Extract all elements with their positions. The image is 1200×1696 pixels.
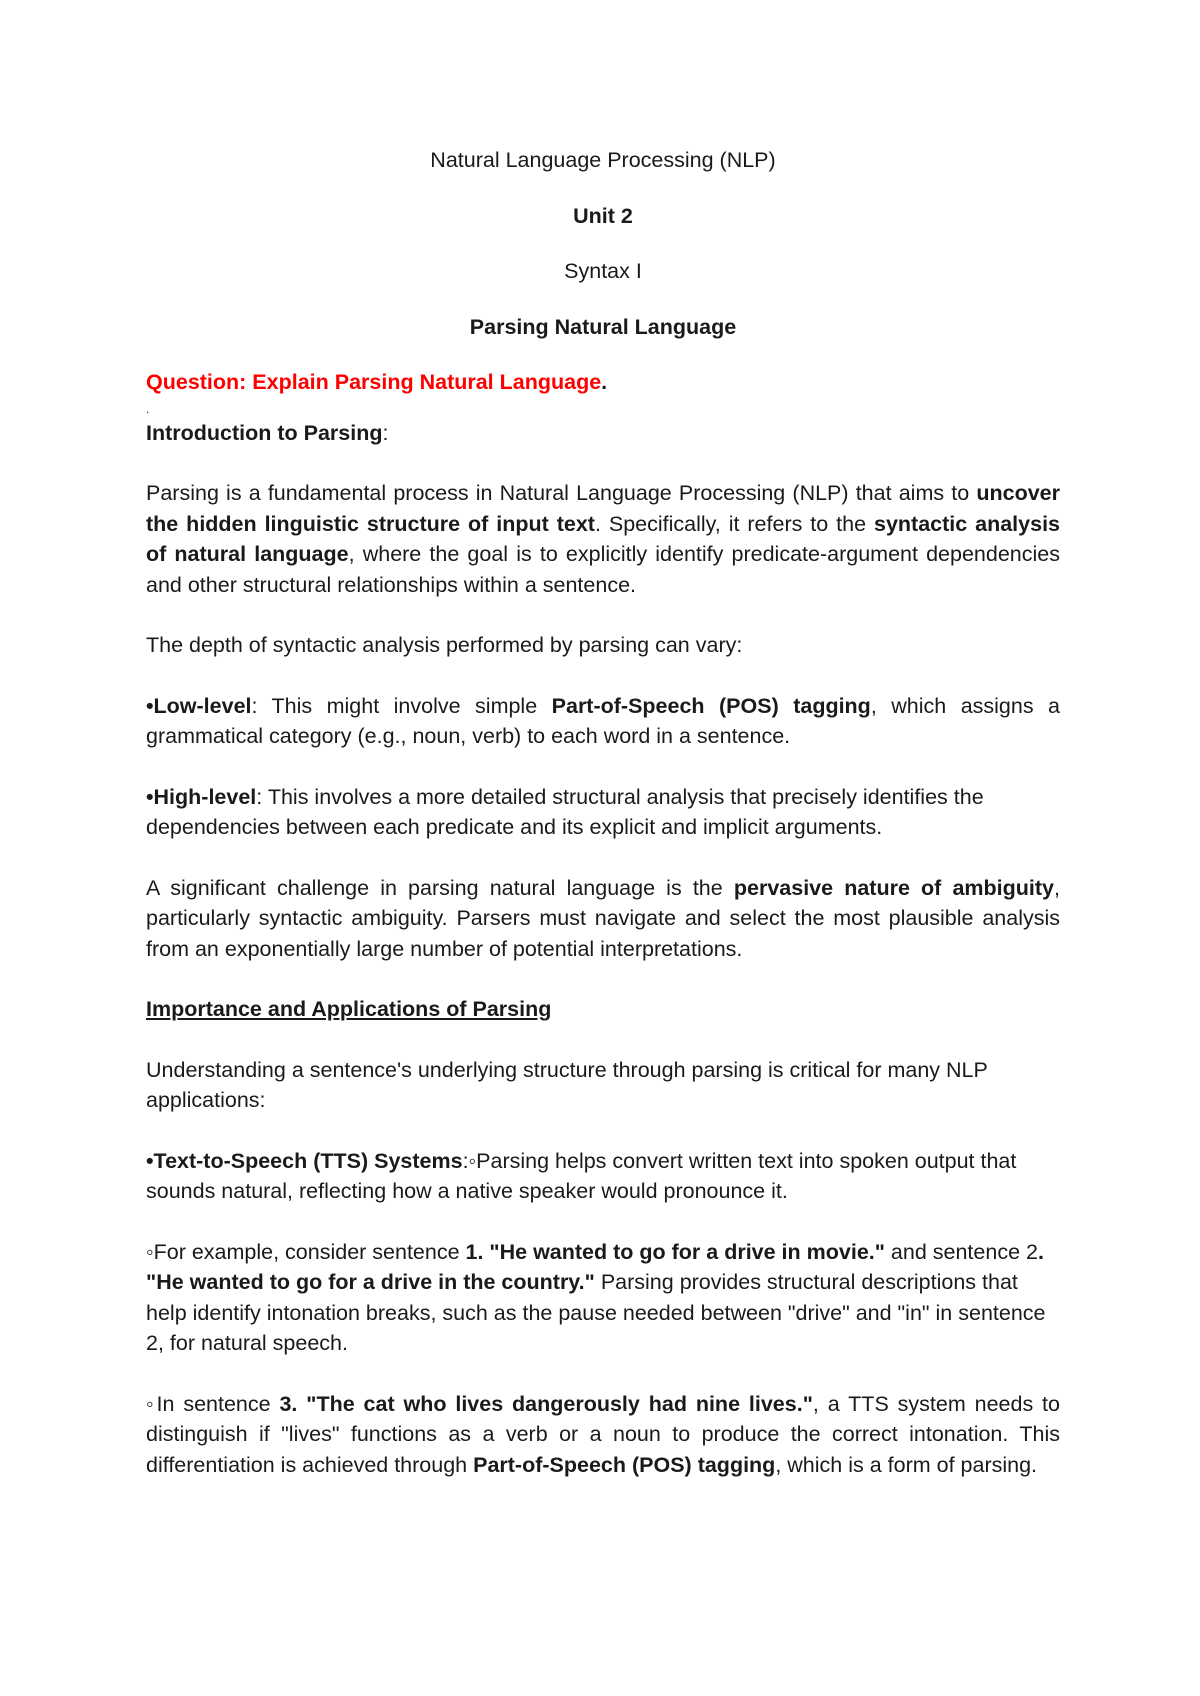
intro-heading: Introduction to Parsing (146, 420, 383, 445)
intro-text-2: . Specifically, it refers to the (594, 511, 874, 536)
high-level-label: •High-level (146, 784, 257, 809)
topic-label: Syntax I (564, 259, 642, 283)
low-level-text-2: , which assigns a grammatical category (e.g., noun, verb) to each word in a sentence. (146, 693, 1061, 748)
intro-text-1: Parsing is a fundamental process in Natural Language Processing (NLP) that aims to (146, 481, 977, 505)
intro-paragraph (146, 478, 1060, 600)
importance-paragraph: Understanding a sentence's underlying structure through parsing is critical for many NLP applications: (146, 1057, 988, 1112)
question-text: Question: Explain Parsing Natural Language (146, 370, 602, 394)
importance-heading: Importance and Applications of Parsing (146, 997, 552, 1021)
example-1-text-1: ◦For example, consider sentence (146, 1239, 466, 1264)
example-1-sentence-2: . "He wanted to go for a drive in the country." (146, 1239, 1044, 1294)
course-title: Natural Language Processing (NLP) (430, 148, 776, 172)
example-1-text-3: Parsing provides structural descriptions that help identify intonation breaks, such as the pause needed between "drive" and "in" in sentence 2, for natural speech. (146, 1270, 1046, 1355)
example-2-bold: Part-of-Speech (POS) tagging (473, 1452, 776, 1477)
intro-heading-colon: : (382, 420, 389, 445)
depth-paragraph: The depth of syntactic analysis performed by parsing can vary: (146, 633, 743, 657)
example-1-paragraph (146, 1237, 1060, 1359)
stray-dot: . (146, 401, 150, 416)
example-2-paragraph (146, 1389, 1060, 1481)
low-level-bullet (146, 691, 1060, 752)
low-level-text-1: : This might involve simple (251, 693, 552, 718)
ambiguity-bold: pervasive nature of ambiguity (733, 875, 1055, 900)
question-period: . (601, 370, 608, 394)
example-2-text-3: , which is a form of parsing. (775, 1452, 1038, 1477)
intro-bold-1: uncover the hidden linguistic structure of input text (146, 481, 1060, 536)
example-2-text-1: ◦In sentence (146, 1391, 280, 1416)
tts-bullet (146, 1146, 1060, 1207)
unit-label: Unit 2 (573, 203, 633, 228)
high-level-text: : This involves a more detailed structural analysis that precisely identifies the dependencies between each predicate and its explicit and implicit arguments. (146, 784, 984, 839)
ambiguity-text-2: , particularly syntactic ambiguity. Parsers must navigate and select the most plausible analysis from an exponentially large number of potential interpretations. (146, 875, 1060, 961)
tts-text: :◦Parsing helps convert written text into spoken output that sounds natural, reflecting how a native speaker would pronounce it. (146, 1148, 1017, 1203)
tts-label: •Text-to-Speech (TTS) Systems (146, 1148, 463, 1173)
intro-heading-line (146, 418, 1060, 449)
example-1-sentence-1: 1. "He wanted to go for a drive in movie." (465, 1239, 885, 1264)
low-level-bold: Part-of-Speech (POS) tagging (551, 693, 871, 718)
intro-bold-2: syntactic analysis of natural language (146, 511, 1060, 566)
high-level-bullet (146, 782, 1060, 843)
example-1-text-2: and sentence 2 (884, 1239, 1038, 1264)
example-2-text-2: , a TTS system needs to distinguish if "lives" functions as a verb or a noun to produce the correct intonation. This differentiation is achieved through (146, 1391, 1060, 1477)
low-level-label: •Low-level (146, 693, 252, 718)
question-line (146, 367, 1060, 398)
ambiguity-paragraph (146, 873, 1060, 965)
section-title: Parsing Natural Language (469, 314, 737, 339)
document-body (146, 145, 1060, 1480)
ambiguity-text-1: A significant challenge in parsing natural language is the (146, 875, 734, 900)
example-2-sentence-3: 3. "The cat who lives dangerously had nine lives." (279, 1391, 813, 1416)
intro-text-3: , where the goal is to explicitly identify predicate-argument dependencies and other structural relationships within a sentence. (146, 542, 1060, 597)
